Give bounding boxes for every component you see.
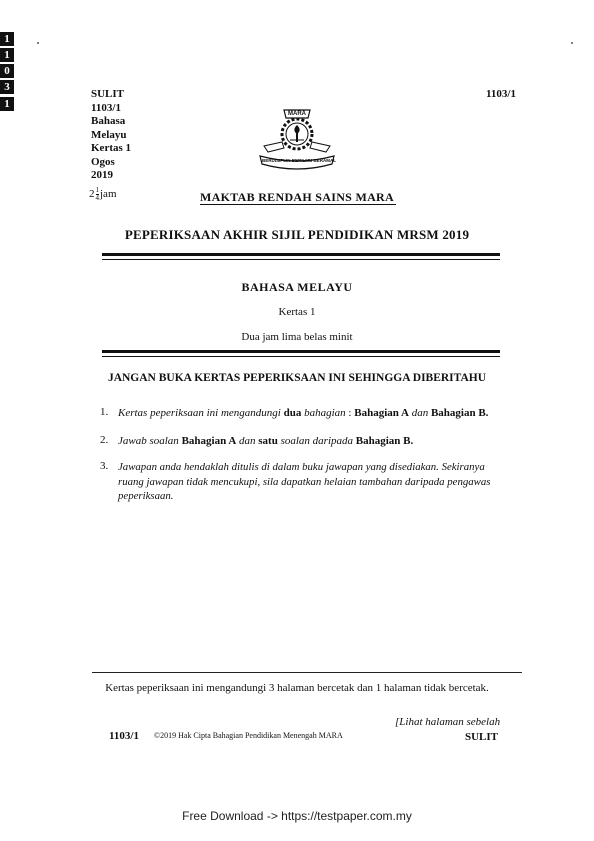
footer-paper-code: 1103/1 bbox=[109, 730, 139, 742]
instruction-text: soalan daripada bbox=[277, 435, 356, 447]
instruction-bold: satu bbox=[258, 435, 278, 447]
meta-line: Melayu bbox=[91, 128, 127, 141]
school-underline bbox=[200, 204, 396, 205]
meta-line: SULIT bbox=[91, 88, 125, 100]
mara-logo bbox=[254, 104, 340, 170]
meta-line: Kertas 1 bbox=[91, 142, 132, 154]
side-code-digit: 1 bbox=[0, 32, 14, 46]
paper-meta bbox=[91, 88, 131, 183]
duration-unit: jam bbox=[100, 188, 117, 201]
title-rule-thick bbox=[102, 253, 500, 256]
footer-rule bbox=[92, 672, 522, 673]
subject-rule-thin bbox=[102, 356, 500, 357]
paper-number: Kertas 1 bbox=[278, 306, 316, 318]
instruction-text: Jawab soalan bbox=[118, 435, 182, 447]
side-code-digit: 1 bbox=[0, 97, 14, 111]
meta-line: Ogos bbox=[91, 155, 115, 168]
instruction-text: Kertas peperiksaan ini mengandungi bbox=[118, 407, 284, 419]
instruction-item bbox=[118, 406, 508, 420]
title-rule-thin bbox=[102, 259, 500, 260]
scan-speck bbox=[571, 42, 573, 44]
instruction-number: 3. bbox=[100, 460, 109, 472]
side-code-digit: 0 bbox=[0, 64, 14, 78]
instruction-bold: Bahagian A bbox=[181, 435, 237, 447]
instruction-bold: Bahagian B. bbox=[430, 407, 489, 419]
exam-title: PEPERIKSAAN AKHIR SIJIL PENDIDIKAN MRSM 2019 bbox=[124, 227, 470, 242]
instruction-bold: Bahagian B. bbox=[355, 435, 414, 447]
meta-line: 2019 bbox=[91, 169, 113, 181]
sulit-label-bottom: SULIT bbox=[465, 731, 499, 743]
meta-line: 1103/1 bbox=[91, 101, 121, 114]
do-not-open-warning: JANGAN BUKA KERTAS PEPERIKSAAN INI SEHINGGA DIBERITAHU bbox=[107, 372, 487, 384]
download-link[interactable]: Free Download -> https://testpaper.com.my bbox=[182, 809, 412, 823]
duration-numerator: 1 bbox=[95, 186, 99, 194]
school-name: MAKTAB RENDAH SAINS MARA bbox=[200, 190, 394, 204]
instruction-item: Jawapan anda hendaklah ditulis di dalam buku jawapan yang disediakan. Sekiranya ruang jawapan tidak mencukupi, sila dapatkan helaian tambahan daripada pengawas peperiksaan. bbox=[118, 461, 491, 502]
subject-rule-thick bbox=[102, 350, 500, 353]
instruction-text: dan bbox=[408, 407, 431, 419]
duration-whole: 2 bbox=[89, 188, 95, 201]
paper-code-top: 1103/1 bbox=[486, 88, 516, 100]
duration-denominator: 4 bbox=[95, 194, 99, 202]
instruction-text: : bbox=[345, 407, 355, 419]
instruction-text: dan bbox=[236, 435, 259, 447]
side-code-digit: 3 bbox=[0, 80, 14, 94]
time-allowed: Dua jam lima belas minit bbox=[241, 331, 353, 343]
instruction-item bbox=[118, 434, 508, 448]
subject-title: BAHASA MELAYU bbox=[241, 280, 353, 294]
instruction-text: bahagian bbox=[301, 407, 346, 419]
see-next-page: [Lihat halaman sebelah bbox=[395, 716, 501, 728]
page-count-note: Kertas peperiksaan ini mengandungi 3 halaman bercetak dan 1 halaman tidak bercetak. bbox=[105, 682, 489, 694]
copyright-text: ©2019 Hak Cipta Bahagian Pendidikan Menengah MARA bbox=[154, 731, 343, 740]
instruction-bold: dua bbox=[283, 407, 302, 419]
instruction-bold: Bahagian A bbox=[354, 407, 409, 419]
side-code-digit: 1 bbox=[0, 48, 14, 62]
instruction-number: 1. bbox=[100, 406, 109, 418]
logo-top-text: MARA bbox=[288, 111, 306, 117]
instruction-number: 2. bbox=[100, 434, 109, 446]
logo-banner-text: BERDISIPLIN BERILMU BERAMAL bbox=[262, 158, 336, 163]
side-code-strip bbox=[0, 32, 16, 111]
meta-line: Bahasa bbox=[91, 115, 126, 127]
scan-speck bbox=[37, 42, 39, 44]
